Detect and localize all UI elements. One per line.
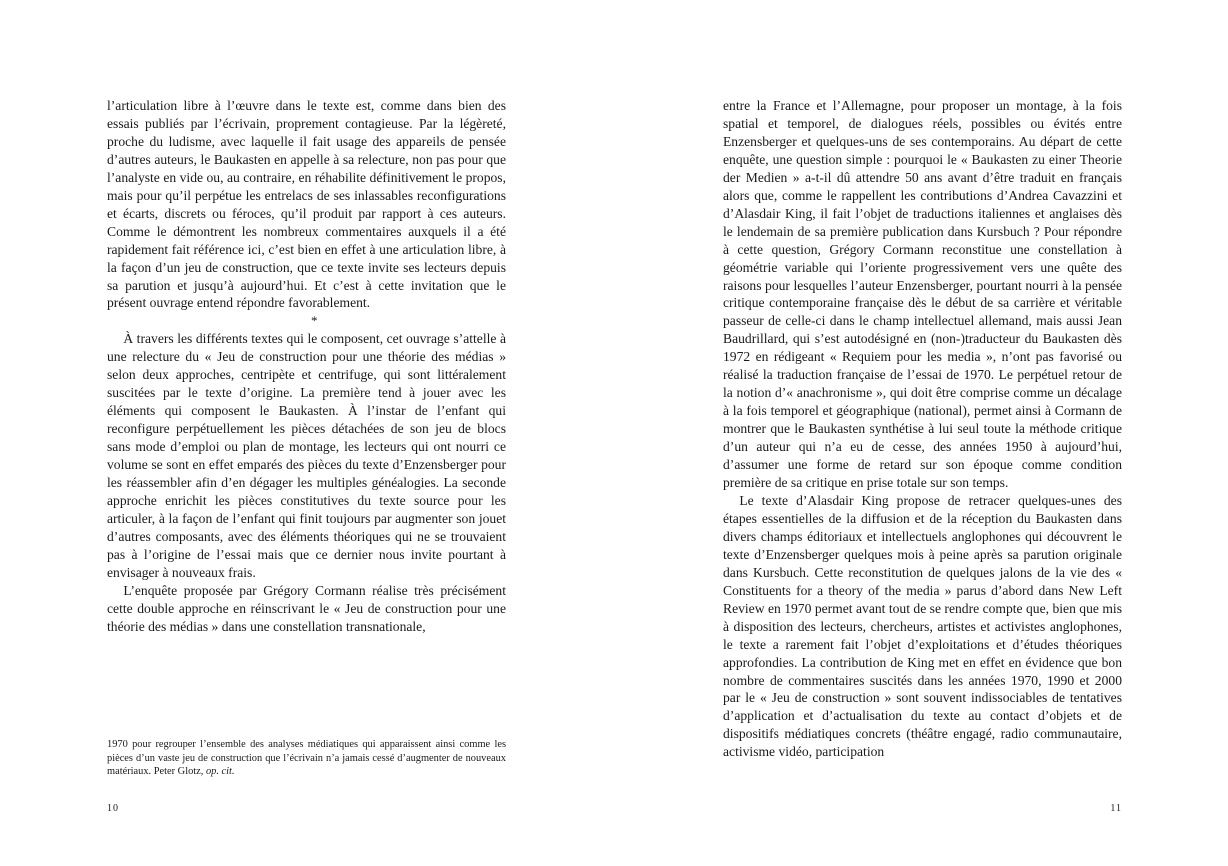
section-separator: * (311, 313, 318, 329)
left-page-number: 10 (107, 803, 119, 814)
footnote (107, 738, 506, 779)
footnote-citation: op. cit. (205, 766, 235, 778)
right-page-number: 11 (1110, 803, 1122, 814)
left-paragraph-3: L’enquête proposée par Grégory Cormann réalise très précisément cette double approche en réinscrivant le « Jeu de construction pour une théorie des médias » dans une constellation transnationale, (107, 582, 506, 634)
left-paragraph-2: À travers les différents textes qui le composent, cet ouvrage s’attelle à une relecture du « Jeu de construction pour une théorie des médias » selon deux approches, centripète et centrifuge, qui sont littéralement suscitées par le texte d’origine. La première tend à jouer avec les éléments qui composent le Baukasten. À l’instar de l’enfant qui reconfigure perpétuellement les pièces détachées de son jeu de blocs sans mode d’emploi ou plan de montage, les lecteurs qui ont nourri ce volume se sont en effet emparés des pièces du texte d’Enzensberger pour les réassembler afin d’en dégager les multiples généalogies. La seconde approche enrichit les pièces constitutives du texte source pour les articuler, à la façon de l’enfant qui finit toujours par augmenter son jouet d’autres composants, avec des éléments théoriques qui ne se trouvaient pas à l’origine de l’essai mais que ce dernier nous invite pourtant à envisager à nouveaux frais. (107, 331, 506, 580)
left-paragraph-1: l’articulation libre à l’œuvre dans le texte est, comme dans bien des essais publiés par l’écrivain, proprement contagieuse. Par la légèreté, proche du ludisme, avec laquelle il fait usage des appareils de pensée d’autres auteurs, le Baukasten en appelle à sa relecture, non pas pour que l’analyste en vide ou, au contraire, en réhabilite définitivement le propos, mais pour qu’il perpétue les entrelacs de ses inlassables reconfigurations et écarts, discrets ou féroces, qu’il produit par rapport à ces auteurs. Comme le démontrent les nombreux commentaires auxquels il a été rapidement fait référence ici, c’est bien en effet à une articulation libre, à la façon d’un jeu de construction, que ce texte invite ses lecteurs depuis sa parution et jusqu’à aujourd’hui. Et c’est à cette invitation que le présent ouvrage entend répondre favorablement. (107, 98, 506, 311)
left-body-text (107, 97, 506, 636)
right-paragraph-1: entre la France et l’Allemagne, pour proposer un montage, à la fois spatial et temporel, de dialogues réels, possibles ou évités entre Enzensberger et quelques-uns de ses contemporains. Au départ de cette enquête, une question simple : pourquoi le « Baukasten zu einer Theorie der Medien » a-t-il dû attendre 50 ans avant d’être traduit en français alors que, comme le rappellent les contributions d’Andrea Cavazzini et d’Alasdair King, il fait l’objet de traductions italiennes et anglaises dès le lendemain de sa première publication dans Kursbuch ? Pour répondre à cette question, Grégory Cormann reconstitue une constellation à géométrie variable qui l’oriente progressivement vers une quête des raisons pour lesquelles l’auteur Enzensberger, pourtant nourri à la pensée critique contemporaine française dès le début de sa carrière et véritable passeur de celle-ci dans le champ intellectuel allemand, mais aussi Jean Baudrillard, qui s’est autodésigné en (non-)traducteur du Baukasten dès 1972 en rédigeant « Requiem pour les media », n’ont pas favorisé ou réalisé la traduction française de l’essai de 1970. Le perpétuel retour de la notion d’« anachronisme », qui doit être comprise comme un décalage à la fois temporel et géographique (national), permet ainsi à Cormann de montrer que le Baukasten synthétise à lui seul toute la méthode critique d’un auteur qui n’a eu de cesse, des années 1950 à aujourd’hui, d’assumer une forme de retard sur son époque comme condition première de sa critique en prise totale sur son temps. (723, 98, 1122, 491)
footnote-text: 1970 pour regrouper l’ensemble des analyses médiatiques qui apparaissent ainsi comme les pièces d’un vaste jeu de construction que l’écrivain n’a jamais cessé d’augmenter de nouveaux matériaux. Peter Glotz, (107, 739, 506, 778)
right-page (723, 0, 1122, 866)
left-page (107, 0, 506, 866)
right-body-text (723, 97, 1122, 761)
right-paragraph-2: Le texte d’Alasdair King propose de retracer quelques-unes des étapes essentielles de la diffusion et de la réception du Baukasten dans divers champs éditoriaux et intellectuels anglophones qui découvrent le texte d’Enzensberger quelques mois à peine après sa parution originale dans Kursbuch. Cette reconstitution de quelques jalons de la vie des « Constituents for a theory of the media » parus d’abord dans New Left Review en 1970 permet avant tout de se rendre compte que, bien que mis à disposition des lecteurs, chercheurs, artistes et activistes anglophones, le texte a rarement fait l’objet d’exploitations et d’études théoriques approfondies. La contribution de King met en effet en évidence que bon nombre de commentaires suscités dans les années 1970, 1990 et 2000 par le « Jeu de construction » sont souvent indissociables de tentatives d’application et d’actualisation du texte au contact d’objets et de dispositifs médiatiques concrets (théâtre engagé, radio communautaire, activisme vidéo, participation (723, 492, 1122, 760)
